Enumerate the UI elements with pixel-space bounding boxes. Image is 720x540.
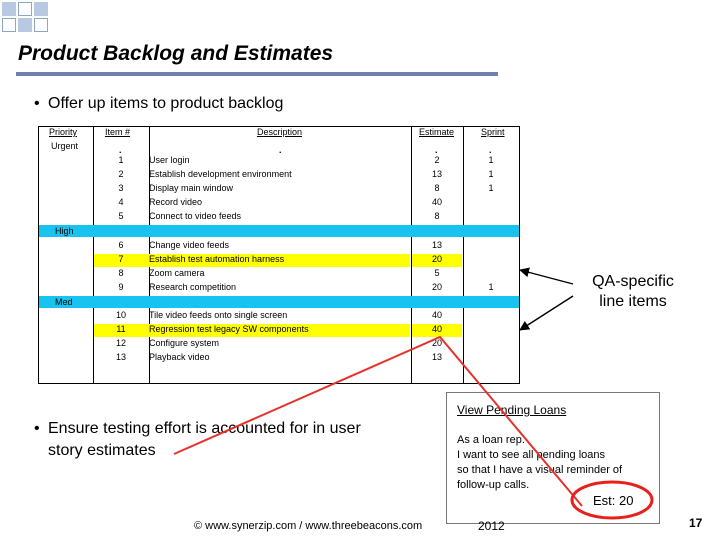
header-dash: . [435, 145, 438, 155]
cell-item: 1 [118, 155, 124, 165]
header-description: Description [257, 127, 303, 137]
header-estimate: Estimate [419, 127, 455, 137]
estimate-circle [572, 482, 652, 518]
cell-description: Change video feeds [149, 240, 230, 250]
cell-item: 4 [118, 197, 124, 207]
callout-arrow [520, 270, 573, 284]
cell-description: Record video [149, 197, 203, 207]
cell-item: 13 [115, 352, 126, 362]
cell-item: 6 [118, 240, 124, 250]
cell-estimate: 40 [431, 310, 442, 320]
bullet-marker: • [34, 95, 40, 112]
header-priority: Priority [49, 127, 78, 137]
story-card-line: I want to see all pending loans [457, 449, 605, 461]
cell-description: Playback video [149, 352, 210, 362]
header-item: Item # [105, 127, 131, 137]
story-card-line: follow-up calls. [457, 479, 530, 491]
cell-sprint: 1 [488, 282, 494, 292]
story-card-estimate: Est: 20 [593, 493, 634, 508]
cell-estimate: 13 [431, 240, 442, 250]
cell-estimate: 40 [431, 324, 442, 334]
story-card-title: View Pending Loans [457, 403, 567, 417]
header-dash: . [119, 145, 122, 155]
cell-description: Establish test automation harness [149, 254, 285, 264]
cell-description: Establish development environment [149, 169, 292, 179]
header-sprint: Sprint [481, 127, 505, 137]
bullet-marker: • [34, 420, 40, 437]
callout-arrow [520, 296, 573, 330]
group-label-med: Med [55, 297, 73, 307]
group-label-high: High [55, 226, 74, 236]
cell-item: 11 [116, 324, 126, 334]
cell-item: 3 [118, 183, 124, 193]
cell-item: 10 [115, 310, 126, 320]
cell-estimate: 40 [431, 197, 442, 207]
cell-estimate: 8 [434, 183, 440, 193]
bullet-text: Offer up items to product backlog [48, 95, 284, 112]
cell-description: Regression test legacy SW components [149, 324, 309, 334]
cell-item: 9 [118, 282, 124, 292]
qa-callout-line2: line items [599, 293, 667, 310]
cell-item: 8 [118, 268, 124, 278]
bullet-text: Ensure testing effort is accounted for in user [48, 420, 361, 437]
qa-callout-line1: QA-specific [592, 273, 674, 290]
story-card-line: As a loan rep. [457, 434, 525, 446]
bullet-text-continued: story estimates [48, 442, 156, 459]
slide-title: Product Backlog and Estimates [18, 42, 334, 65]
cell-estimate: 13 [431, 352, 442, 362]
cell-sprint: 1 [488, 183, 494, 193]
cell-estimate: 20 [431, 338, 442, 348]
cell-description: Connect to video feeds [149, 211, 242, 221]
header-dash: . [279, 145, 282, 155]
cell-sprint: 1 [488, 155, 494, 165]
cell-description: Tile video feeds onto single screen [149, 310, 288, 320]
group-label-urgent: Urgent [51, 141, 79, 151]
cell-item: 12 [115, 338, 126, 348]
page-number: 17 [689, 516, 703, 530]
footer-copyright: © www.synerzip.com / www.threebeacons.com [194, 520, 423, 532]
header-dash: . [489, 145, 492, 155]
footer-year: 2012 [478, 519, 505, 533]
cell-estimate: 5 [434, 268, 440, 278]
cell-description: Display main window [149, 183, 234, 193]
cell-item: 2 [118, 169, 124, 179]
cell-item: 7 [118, 254, 124, 264]
cell-item: 5 [118, 211, 124, 221]
story-card-line: so that I have a visual reminder of [457, 464, 623, 476]
cell-description: User login [149, 155, 190, 165]
cell-estimate: 13 [431, 169, 442, 179]
cell-description: Configure system [149, 338, 220, 348]
cell-estimate: 20 [431, 282, 442, 292]
cell-sprint: 1 [488, 169, 494, 179]
cell-description: Zoom camera [149, 268, 205, 278]
cell-estimate: 8 [434, 211, 440, 221]
cell-estimate: 2 [434, 155, 440, 165]
cell-description: Research competition [149, 282, 237, 292]
cell-estimate: 20 [431, 254, 442, 264]
estimate-connector-line [174, 337, 582, 506]
